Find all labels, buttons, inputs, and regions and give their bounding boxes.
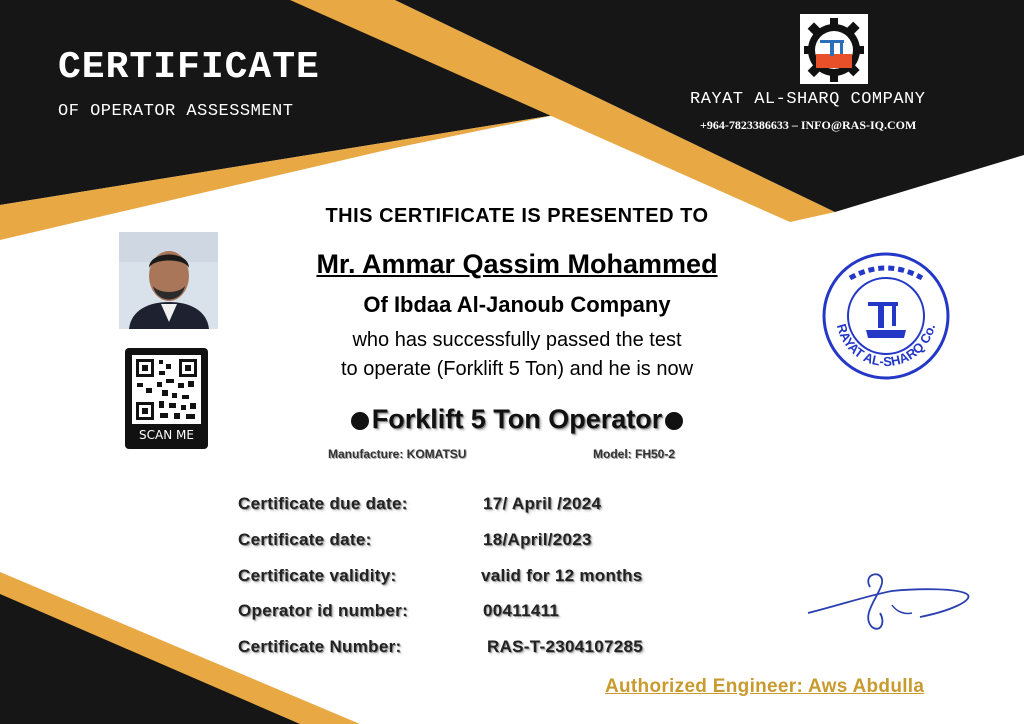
oil-pump-gear-icon (800, 14, 868, 84)
company-contact: +964-7823386633 – INFO@RAS-IQ.COM (700, 118, 917, 132)
validity-label: Certificate validity: (238, 566, 397, 585)
certificate-date-label: Certificate date: (238, 530, 372, 549)
passed-test-line: who has successfully passed the test (352, 329, 682, 351)
company-name: RAYAT AL-SHARQ COMPANY (690, 90, 926, 109)
scan-me-label: SCAN ME (139, 428, 194, 442)
recipient-name (200, 249, 834, 280)
presented-to-heading: THIS CERTIFICATE IS PRESENTED TO (325, 205, 709, 227)
certificate-title: CERTIFICATE (58, 46, 320, 89)
certificate-number-label: Certificate Number: (238, 637, 402, 656)
manufacture-label: Manufacture: KOMATSU (328, 447, 467, 461)
operator-id-value: 00411411 (483, 601, 560, 620)
operator-role-text: Forklift 5 Ton Operator (371, 404, 663, 434)
operate-line: to operate (Forklift 5 Ton) and he is now (340, 358, 694, 380)
company-stamp (820, 250, 952, 382)
validity-value: valid for 12 months (481, 566, 643, 585)
bullet-dot-icon (665, 412, 683, 430)
model-label: Model: FH50-2 (593, 447, 676, 461)
certificate-date-value: 18/April/2023 (483, 530, 592, 549)
recipient-name-text: Mr. Ammar Qassim Mohammed (316, 249, 718, 279)
certificate-subtitle: OF OPERATOR ASSESSMENT (58, 102, 294, 121)
certificate-number-value: RAS-T-2304107285 (487, 637, 644, 656)
signature-icon (800, 565, 975, 635)
qr-code-icon (132, 355, 201, 424)
bullet-dot-icon (351, 412, 369, 430)
svg-text:RAYAT AL-SHARQ Co. (834, 322, 938, 369)
recipient-company: Of Ibdaa Al-Janoub Company (363, 292, 671, 317)
qr-code[interactable] (125, 348, 208, 449)
stamp-text: RAYAT AL-SHARQ Co. (833, 322, 939, 370)
operator-role (200, 404, 834, 435)
authorized-engineer: Authorized Engineer: Aws Abdulla (605, 676, 925, 697)
company-logo (800, 14, 868, 84)
due-date-value: 17/ April /2024 (483, 494, 602, 513)
due-date-label: Certificate due date: (238, 494, 408, 513)
signature (800, 565, 975, 635)
stamp-icon (820, 250, 952, 382)
operator-id-label: Operator id number: (238, 601, 409, 620)
